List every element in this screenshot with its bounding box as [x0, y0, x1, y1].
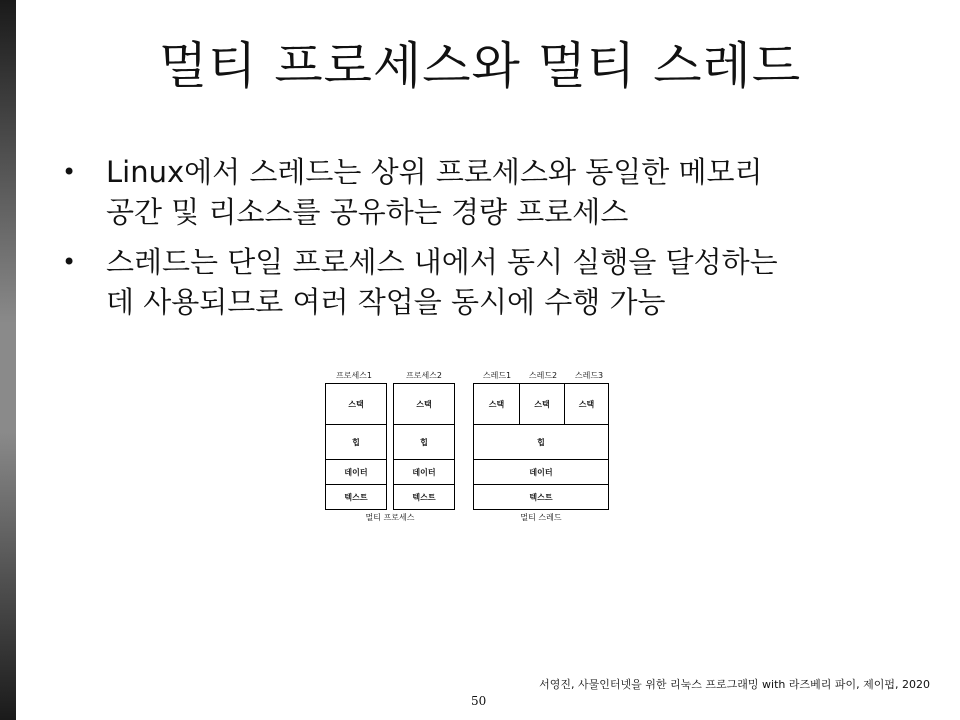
- bullet-dot: •: [62, 248, 77, 276]
- bullet-line: 데 사용되므로 여러 작업을 동시에 수행 가능: [106, 285, 666, 319]
- process1-label: 프로세스1: [335, 371, 372, 380]
- process2-label: 프로세스2: [405, 371, 442, 380]
- bullet-line: Linux에서 스레드는 상위 프로세스와 동일한 메모리: [106, 155, 763, 189]
- thread1-stack: 스택: [488, 399, 505, 409]
- shared-text: 텍스트: [529, 492, 553, 502]
- thread2-stack: 스택: [534, 399, 550, 409]
- bullet-item: [62, 242, 922, 322]
- slide-title: 멀티 프로세스와 멀티 스레드: [158, 37, 802, 95]
- process1-text: 텍스트: [344, 492, 368, 502]
- process2-text: 텍스트: [412, 492, 436, 502]
- thread3-stack: 스택: [578, 399, 595, 409]
- left-decorative-bar: [0, 0, 16, 720]
- citation: 서영진, 사물인터넷을 위한 리눅스 프로그래밍 with 라즈베리 파이, 제이펍, 2020: [539, 678, 930, 691]
- bullet-line: 스레드는 단일 프로세스 내에서 동시 실행을 달성하는: [106, 245, 778, 279]
- bullet-list: [62, 152, 922, 332]
- bullet-dot: •: [62, 158, 77, 186]
- thread2-label: 스레드2: [528, 371, 558, 380]
- process2-box: [393, 383, 455, 510]
- process2-data: 데이터: [412, 467, 436, 477]
- process1-box: [325, 383, 387, 510]
- process1-data: 데이터: [344, 467, 368, 477]
- thread3-label: 스레드3: [574, 371, 604, 380]
- shared-heap: 힙: [537, 437, 545, 447]
- process1-heap: 힙: [352, 437, 360, 447]
- multi-thread-caption: 멀티 스레드: [520, 513, 562, 522]
- memory-diagram: [322, 366, 612, 526]
- process2-stack: 스택: [416, 399, 432, 409]
- bullet-line: 공간 및 리소스를 공유하는 경량 프로세스: [106, 195, 629, 229]
- bullet-item: [62, 152, 922, 232]
- process2-heap: 힙: [420, 437, 428, 447]
- shared-data: 데이터: [529, 467, 553, 477]
- page-number: 50: [471, 694, 487, 708]
- thread1-label: 스레드1: [482, 371, 512, 380]
- multi-thread-box: [473, 383, 609, 510]
- process1-stack: 스택: [348, 399, 364, 409]
- multi-process-caption: 멀티 프로세스: [365, 513, 415, 522]
